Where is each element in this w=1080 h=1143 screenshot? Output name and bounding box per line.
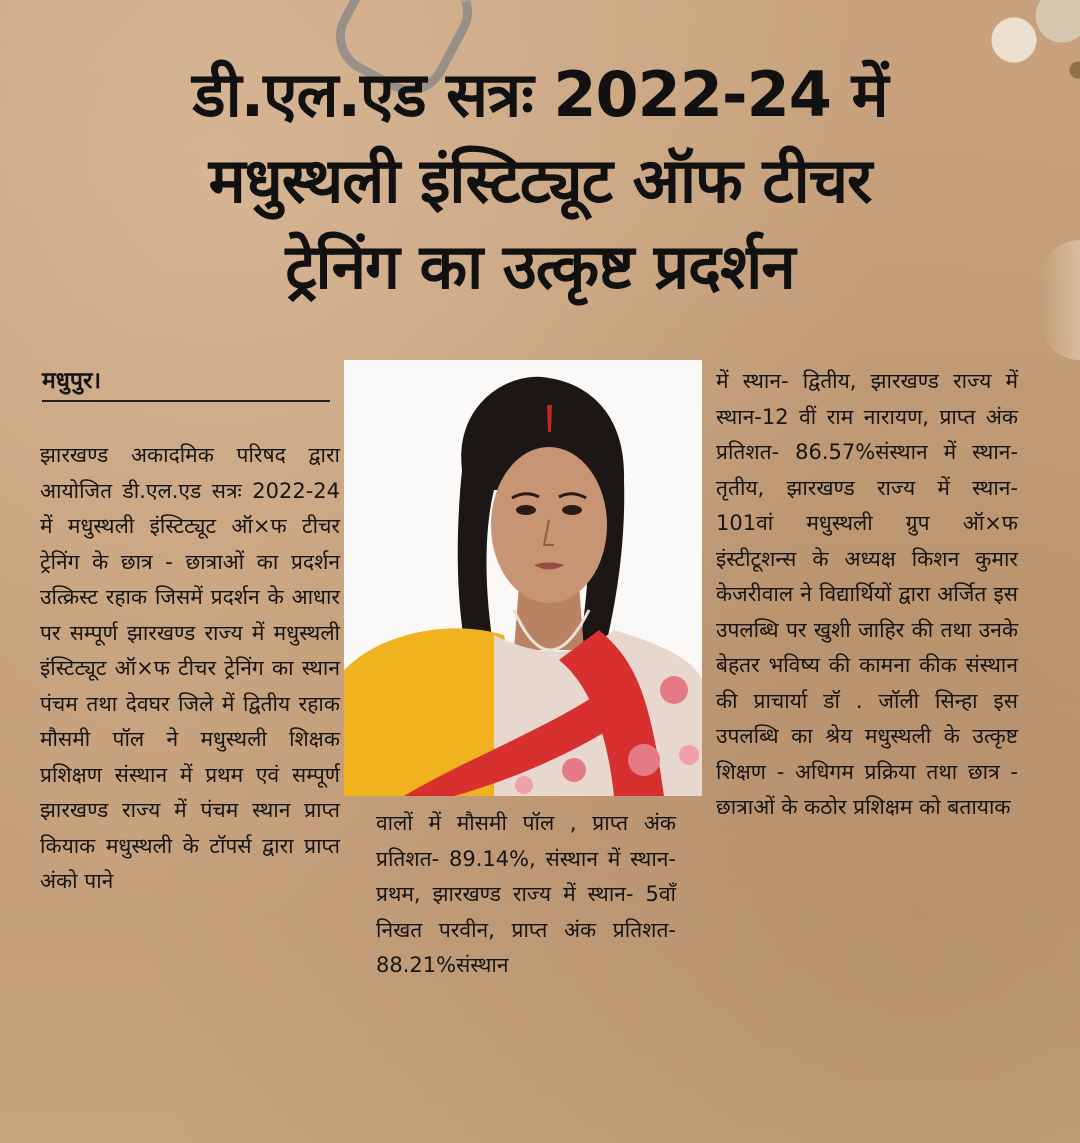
article-text-middle: वालों में मौसमी पॉल , प्राप्त अंक प्रतिशत- 89.14%, संस्थान में स्थान- प्रथम, झारखण्ड राज्य में स्थान- 5वाँ निखत परवीन, प्राप्त अंक प्रतिशत- 88.21%संस्थान bbox=[376, 811, 676, 977]
portrait-illustration bbox=[344, 360, 702, 796]
headline-line-3: ट्रेनिंग का उत्कृष्ट प्रदर्शन bbox=[285, 230, 795, 303]
article-column-middle bbox=[376, 806, 676, 984]
article-text-right: में स्थान- द्वितीय, झारखण्ड राज्य में स्थान-12 वीं राम नारायण, प्राप्त अंक प्रतिशत- 86.57%संस्थान में स्थान- तृतीय, झारखण्ड राज्य में स्थान- 101वां मधुस्थली ग्रुप ऑ×फ इंस्टीटूशन्स के अध्यक्ष किशन कुमार केजरीवाल ने विद्यार्थियों द्वारा अर्जित इस उपलब्धि पर खुशी जाहिर की तथा उनके बेहतर भविष्य की कामना कीक संस्थान की प्राचार्या डॉ . जॉली सिन्हा इस उपलब्धि का श्रेय मधुस्थली के उत्कृष्ट शिक्षण - अधिगम प्रक्रिया तथा छात्र - छात्राओं के कठोर प्रशिक्षम को बतायाक bbox=[716, 369, 1018, 819]
article-column-right bbox=[716, 364, 1018, 826]
student-photo bbox=[344, 360, 702, 796]
article-column-left bbox=[40, 438, 340, 900]
headline-line-2: मधुस्थली इंस्टिट्यूट ऑफ टीचर bbox=[208, 144, 872, 217]
dateline: मधुपुर। bbox=[42, 366, 330, 402]
headline-line-1: डी.एल.एड सत्रः 2022-24 में bbox=[192, 58, 888, 131]
headline bbox=[20, 52, 1060, 310]
article-text-left: झारखण्ड अकादमिक परिषद द्वारा आयोजित डी.एल.एड सत्रः 2022-24 में मधुस्थली इंस्टिट्यूट ऑ×फ टीचर ट्रेनिंग के छात्र - छात्राओं का प्रदर्शन उत्क्रिस्ट रहाक जिसमें प्रदर्शन के आधार पर सम्पूर्ण झारखण्ड राज्य में मधुस्थली इंस्टिट्यूट ऑ×फ टीचर ट्रेनिंग का स्थान पंचम तथा देवघर जिले में द्वितीय रहाक मौसमी पॉल ने मधुस्थली शिक्षक प्रशिक्षण संस्थान में प्रथम एवं सम्पूर्ण झारखण्ड राज्य में पंचम स्थान प्राप्त कियाक मधुस्थली के टॉपर्स द्वारा प्राप्त अंको पाने bbox=[40, 443, 340, 893]
